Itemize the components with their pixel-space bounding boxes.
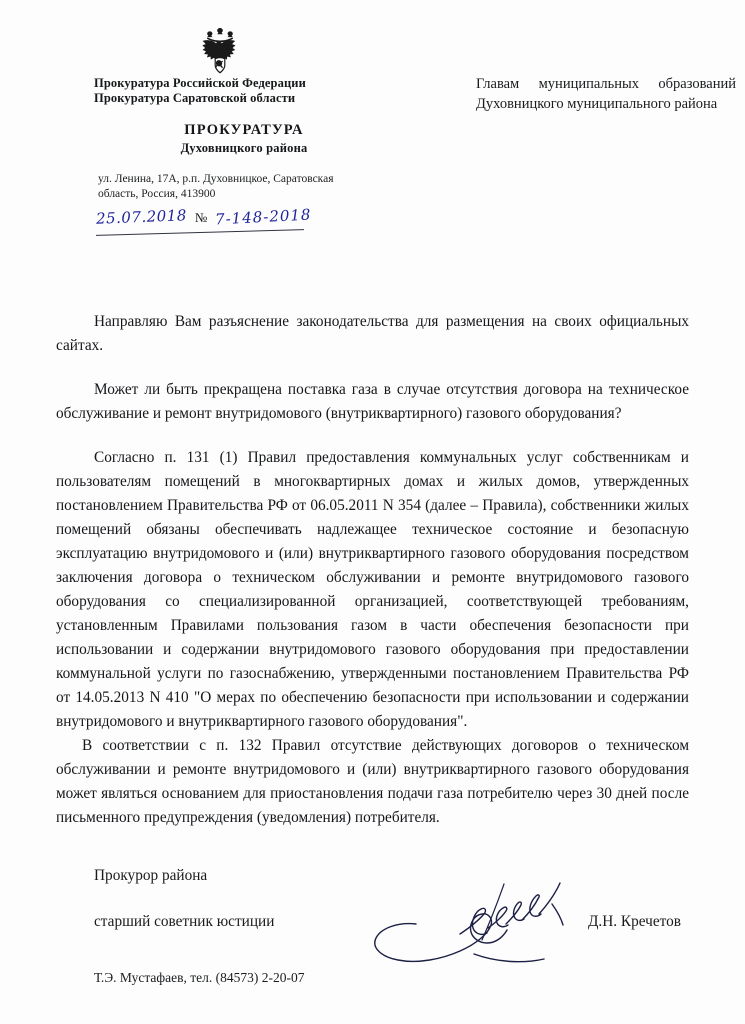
office-title: ПРОКУРАТУРА xyxy=(184,122,304,138)
signer-role-line-2: старший советник юстиции xyxy=(94,913,275,930)
organization-line-2: Прокуратура Саратовской области xyxy=(94,91,296,105)
signer-role-line-1: Прокурор района xyxy=(94,867,208,884)
organization-block xyxy=(94,76,394,202)
paragraph-1: Направляю Вам разъяснение законодательства для размещения на своих официальных сайтах. xyxy=(56,313,689,354)
number-label: № xyxy=(194,210,208,225)
paragraph-3: Согласно п. 131 (1) Правил предоставления коммунальных услуг собственникам и пользователям помещений в многоквартирных домах и жилых домов, утвержденных постановлением Правительства РФ от 06.05.2011 N 354 (далее – Правила), собственники жилых помещений обязаны обеспечивать надлежащее техническое состояние и безопасную эксплуатацию внутридомового и (или) внутриквартирного газового оборудования посредством заключения договора о техническом обслуживании и ремонте внутридомового газового оборудования со специализированной организацией, соответствующей требованиям, установленным Правилами пользования газом в части обеспечения безопасности при использовании и содержании внутридомового газового оборудования при предоставлении коммунальной услуги по газоснабжению, утвержденными постановлением Правительства РФ от 14.05.2013 N 410 "О мерах по обеспечению безопасности при использовании и содержании внутридомового и внутриквартирного газового оборудования". xyxy=(56,449,689,730)
document-body xyxy=(56,310,689,830)
document-number: 7-148-2018 xyxy=(214,205,313,229)
signer-name: Д.Н. Кречетов xyxy=(587,913,681,930)
signature-block xyxy=(56,864,689,934)
office-subtitle: Духовницкого района xyxy=(180,141,308,155)
letterhead xyxy=(56,22,736,232)
date-underline xyxy=(96,229,304,236)
russian-coat-of-arms-icon xyxy=(196,26,244,78)
document-date: 25.07.2018 xyxy=(95,206,188,228)
paragraph-4: В соответствии с п. 132 Правил отсутствие действующих договоров о техническом обслуживании и ремонте внутридомового и (или) внутриквартирного газового оборудования может являться основанием для приостановления подачи газа потребителю через 30 дней после письменного предупреждения (уведомления) потребителя. xyxy=(56,737,689,826)
paragraph-2: Может ли быть прекращена поставка газа в случае отсутствия договора на техническое обслуживание и ремонт внутридомового (внутриквартирного) газового оборудования? xyxy=(56,381,689,422)
date-and-number-line xyxy=(95,205,396,238)
executor-contact: Т.Э. Мустафаев, тел. (84573) 2-20-07 xyxy=(94,970,305,985)
office-address: ул. Ленина, 17А, р.п. Духовницкое, Саратовская область, Россия, 413900 xyxy=(98,173,334,200)
addressee: Главам муниципальных образований Духовницкого муниципального района xyxy=(476,76,736,112)
organization-line-1: Прокуратура Российской Федерации xyxy=(94,76,306,90)
